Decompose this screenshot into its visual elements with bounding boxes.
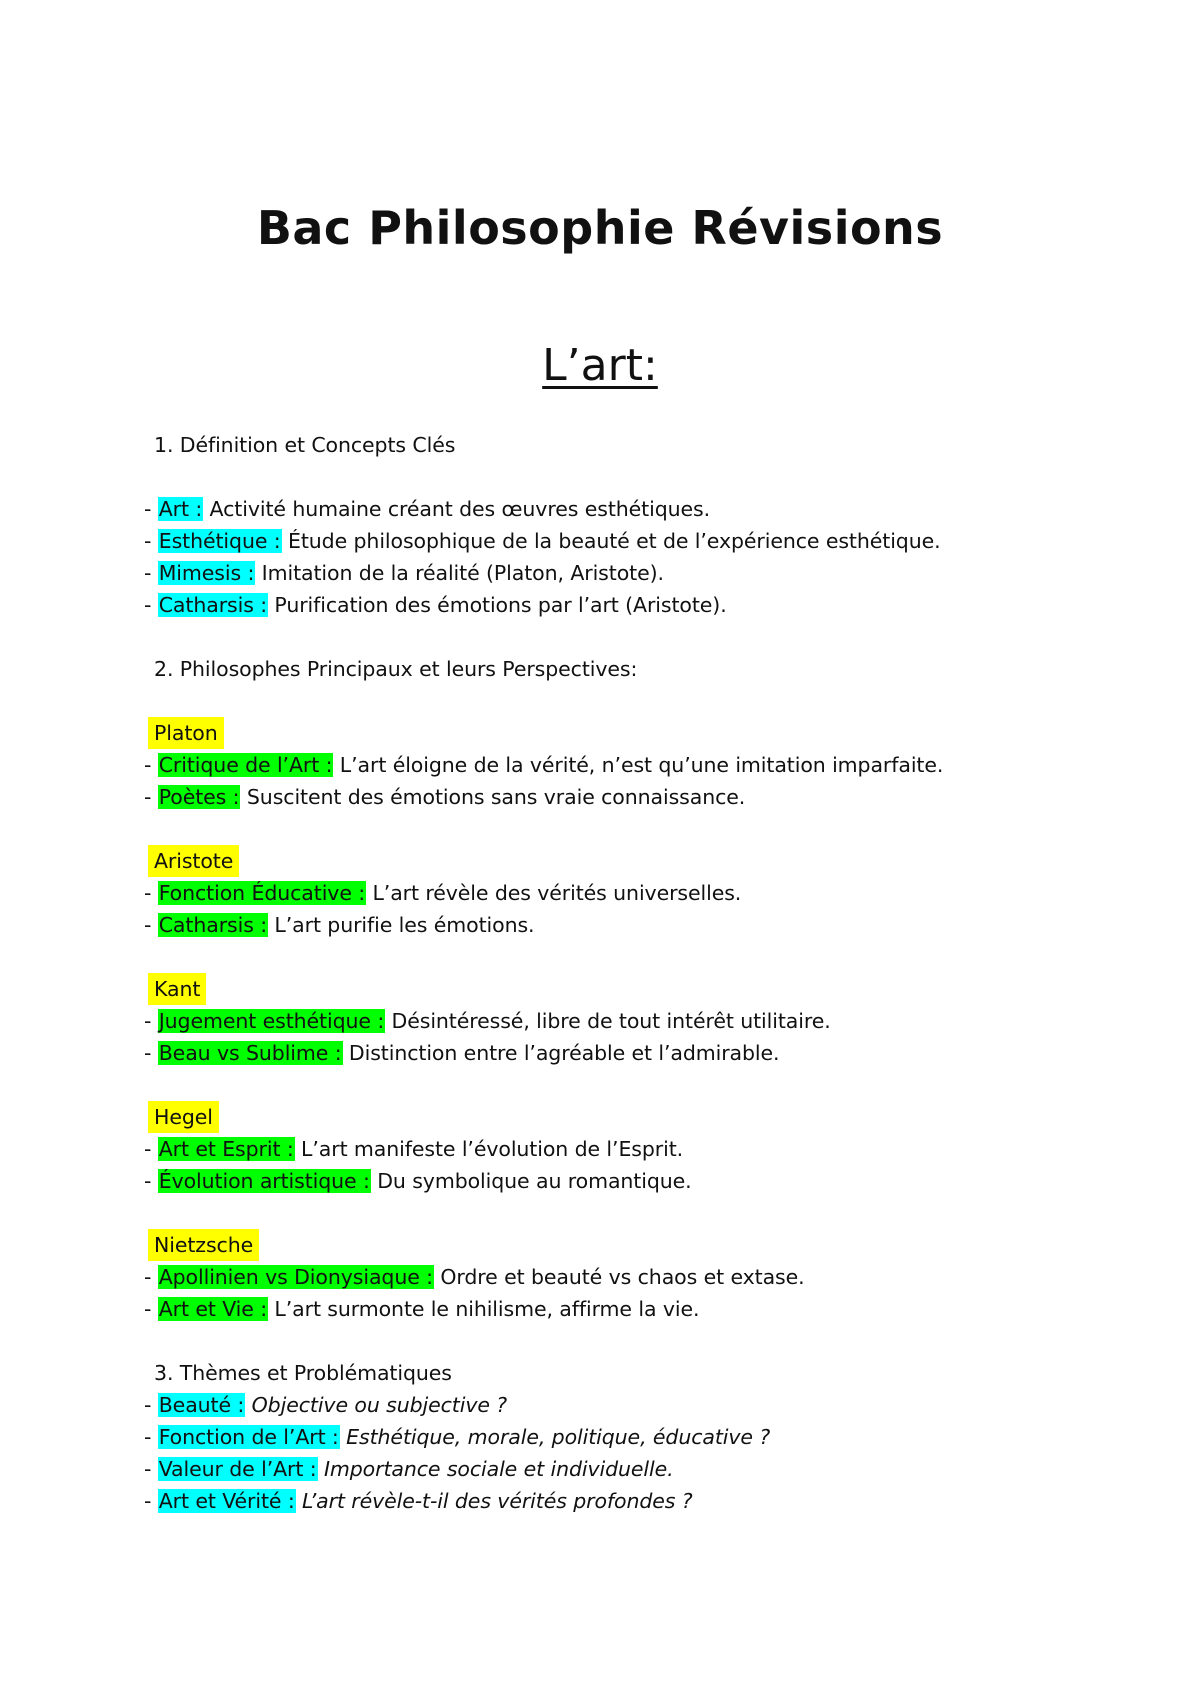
theme-question: Importance sociale et individuelle. xyxy=(317,1457,674,1481)
list-item: - Jugement esthétique : Désintéressé, libre de tout intérêt utilitaire. xyxy=(144,1009,831,1033)
section-heading-definitions: 1. Définition et Concepts Clés xyxy=(154,433,456,457)
term-description: Purification des émotions par l’art (Aristote). xyxy=(268,593,727,617)
list-item: - Apollinien vs Dionysiaque : Ordre et beauté vs chaos et extase. xyxy=(144,1265,805,1289)
term-description: Imitation de la réalité (Platon, Aristote). xyxy=(255,561,664,585)
section-heading-themes: 3. Thèmes et Problématiques xyxy=(154,1361,452,1385)
concept-description: Distinction entre l’agréable et l’admirable. xyxy=(342,1041,780,1065)
list-item: - Art et Esprit : L’art manifeste l’évolution de l’Esprit. xyxy=(144,1137,684,1161)
concept-highlight: Poètes : xyxy=(158,785,240,809)
list-item: - Catharsis : L’art purifie les émotions. xyxy=(144,913,535,937)
concept-description: L’art éloigne de la vérité, n’est qu’une imitation imparfaite. xyxy=(333,753,944,777)
philosopher-name: Hegel xyxy=(148,1101,219,1133)
list-item: - Art et Vérité : L’art révèle-t-il des vérités profondes ? xyxy=(144,1489,693,1513)
theme-highlight: Art et Vérité : xyxy=(158,1489,295,1513)
term-description: Étude philosophique de la beauté et de l’expérience esthétique. xyxy=(281,529,941,553)
theme-question: L’art révèle-t-il des vérités profondes ? xyxy=(295,1489,693,1513)
concept-description: L’art révèle des vérités universelles. xyxy=(366,881,742,905)
concept-description: L’art surmonte le nihilisme, affirme la vie. xyxy=(268,1297,700,1321)
philosopher-name: Kant xyxy=(148,973,206,1005)
concept-highlight: Beau vs Sublime : xyxy=(158,1041,342,1065)
theme-question: Objective ou subjective ? xyxy=(245,1393,508,1417)
list-item: - Art : Activité humaine créant des œuvres esthétiques. xyxy=(144,497,711,521)
list-item: - Beauté : Objective ou subjective ? xyxy=(144,1393,508,1417)
concept-description: Du symbolique au romantique. xyxy=(370,1169,692,1193)
concept-description: Désintéressé, libre de tout intérêt utilitaire. xyxy=(385,1009,831,1033)
concept-description: L’art purifie les émotions. xyxy=(268,913,535,937)
theme-highlight: Valeur de l’Art : xyxy=(158,1457,317,1481)
document-body xyxy=(144,429,1144,1517)
section-heading-philosophers: 2. Philosophes Principaux et leurs Perspectives: xyxy=(154,657,638,681)
list-item: - Art et Vie : L’art surmonte le nihilisme, affirme la vie. xyxy=(144,1297,700,1321)
list-item: - Poètes : Suscitent des émotions sans vraie connaissance. xyxy=(144,785,746,809)
list-item: - Mimesis : Imitation de la réalité (Platon, Aristote). xyxy=(144,561,664,585)
section-subtitle: L’art: xyxy=(542,340,658,391)
list-item: - Critique de l’Art : L’art éloigne de la vérité, n’est qu’une imitation imparfaite. xyxy=(144,753,944,777)
concept-highlight: Fonction Éducative : xyxy=(158,881,366,905)
philosopher-name: Nietzsche xyxy=(148,1229,259,1261)
list-item: - Fonction de l’Art : Esthétique, morale, politique, éducative ? xyxy=(144,1425,771,1449)
term-highlight: Art : xyxy=(158,497,203,521)
term-highlight: Esthétique : xyxy=(158,529,281,553)
concept-highlight: Évolution artistique : xyxy=(158,1169,370,1193)
list-item: - Catharsis : Purification des émotions par l’art (Aristote). xyxy=(144,593,727,617)
list-item: - Valeur de l’Art : Importance sociale et individuelle. xyxy=(144,1457,674,1481)
list-item: - Évolution artistique : Du symbolique au romantique. xyxy=(144,1169,692,1193)
theme-highlight: Fonction de l’Art : xyxy=(158,1425,339,1449)
philosopher-name: Platon xyxy=(148,717,224,749)
concept-highlight: Catharsis : xyxy=(158,913,267,937)
term-highlight: Mimesis : xyxy=(158,561,255,585)
document-title: Bac Philosophie Révisions xyxy=(256,201,944,255)
list-item: - Beau vs Sublime : Distinction entre l’agréable et l’admirable. xyxy=(144,1041,780,1065)
theme-highlight: Beauté : xyxy=(158,1393,245,1417)
concept-highlight: Art et Esprit : xyxy=(158,1137,294,1161)
list-item: - Esthétique : Étude philosophique de la beauté et de l’expérience esthétique. xyxy=(144,529,941,553)
concept-highlight: Apollinien vs Dionysiaque : xyxy=(158,1265,433,1289)
concept-highlight: Jugement esthétique : xyxy=(158,1009,385,1033)
philosopher-name: Aristote xyxy=(148,845,239,877)
concept-description: L’art manifeste l’évolution de l’Esprit. xyxy=(294,1137,684,1161)
concept-description: Ordre et beauté vs chaos et extase. xyxy=(433,1265,805,1289)
term-highlight: Catharsis : xyxy=(158,593,267,617)
list-item: - Fonction Éducative : L’art révèle des vérités universelles. xyxy=(144,881,742,905)
theme-question: Esthétique, morale, politique, éducative ? xyxy=(339,1425,771,1449)
concept-highlight: Art et Vie : xyxy=(158,1297,267,1321)
concept-description: Suscitent des émotions sans vraie connaissance. xyxy=(240,785,746,809)
term-description: Activité humaine créant des œuvres esthétiques. xyxy=(203,497,711,521)
concept-highlight: Critique de l’Art : xyxy=(158,753,333,777)
